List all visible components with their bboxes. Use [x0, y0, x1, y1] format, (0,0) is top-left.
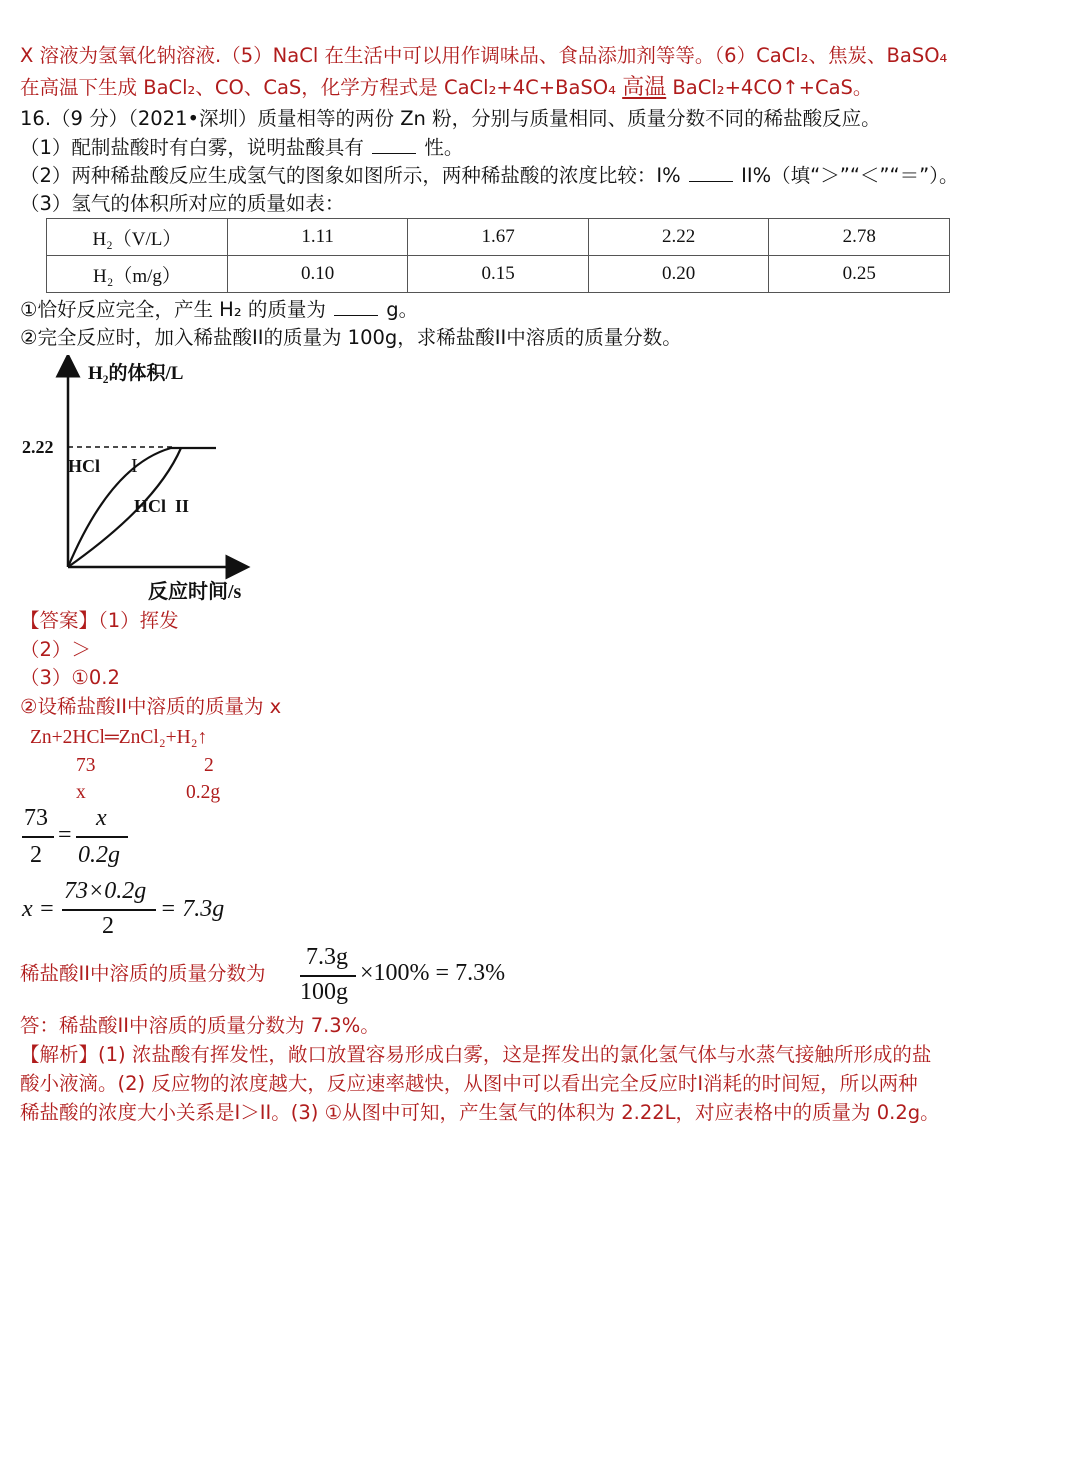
series-2-label: HCl II — [134, 496, 190, 516]
calc-rhs: = 7.3g — [160, 896, 225, 922]
analysis-line-2: 酸小液滴。(2) 反应物的浓度越大，反应速率越快，从图中可以看出完全反应时I消耗的时间短，所以两种 — [20, 1072, 918, 1095]
intro-line-2 — [20, 74, 1060, 102]
y-marker-label: 2.22 — [22, 437, 54, 457]
question-stem: 16.（9 分）（2021•深圳）质量相等的两份 Zn 粉，分别与质量相同、质量分数不同的稀盐酸反应。 — [20, 107, 881, 130]
final-answer: 答：稀盐酸II中溶质的质量分数为 7.3%。 — [20, 1014, 380, 1037]
var-x: x — [76, 782, 86, 803]
table-cell: 0.15 — [408, 256, 589, 293]
mass-fraction-rhs: ×100% = 7.3% — [360, 960, 506, 986]
table-row-label: H₂（V/L） — [47, 219, 228, 256]
chemical-equation: Zn+2HCl═ZnCl₂+H₂↑ — [30, 727, 208, 748]
sub-question-1-text: ①恰好反应完全，产生 H₂ 的质量为 — [20, 298, 326, 321]
ratio-equals: = — [58, 822, 72, 848]
answer-blank-1[interactable] — [372, 135, 416, 154]
analysis-line-1: 【解析】(1) 浓盐酸有挥发性，敞口放置容易形成白雾，这是挥发出的氯化氢气体与水蒸气接触所形成的盐 — [20, 1043, 932, 1066]
answer-blank-2[interactable] — [689, 163, 733, 182]
table-row — [47, 219, 950, 256]
table-cell: 2.78 — [769, 219, 950, 256]
calc-bar — [62, 909, 156, 911]
table-cell: 0.25 — [769, 256, 950, 293]
x-axis-label: 反应时间/s — [148, 581, 242, 603]
mass-fraction-den: 100g — [300, 979, 348, 1005]
ratio-den-right: 0.2g — [78, 842, 120, 868]
question-part-3: （3）氢气的体积所对应的质量如表： — [20, 192, 345, 215]
y-axis-label: H₂的体积/L — [88, 363, 184, 384]
intro-equation-left: 在高温下生成 BaCl₂、CO、CaS，化学方程式是 CaCl₂+4C+BaSO₄ — [20, 76, 616, 99]
calc-denominator: 2 — [102, 913, 114, 939]
question-part-1-text: （1）配制盐酸时有白雾，说明盐酸具有 — [20, 136, 364, 159]
series-1-label-right: I — [131, 455, 138, 477]
ratio-den-left: 2 — [30, 842, 42, 868]
mass-fraction-text: 稀盐酸II中溶质的质量分数为 — [20, 962, 266, 985]
answer-3: （3）①0.2 — [20, 666, 120, 689]
coef-h2: 2 — [204, 755, 214, 776]
ratio-num-left: 73 — [24, 805, 48, 831]
coef-hcl: 73 — [76, 755, 96, 776]
table-cell: 1.67 — [408, 219, 589, 256]
reaction-graph — [16, 355, 286, 610]
series-1-label-left: HCl — [68, 456, 101, 476]
question-part-2-text: （2）两种稀盐酸反应生成氢气的图象如图所示，两种稀盐酸的浓度比较：I% — [20, 164, 681, 187]
ratio-bar-left — [22, 836, 54, 838]
table-cell: 0.20 — [588, 256, 769, 293]
sub-question-1-suffix: g。 — [386, 298, 419, 321]
question-part-2-suffix: II%（填“＞”“＜”“＝”）。 — [741, 164, 959, 187]
question-part-2 — [20, 162, 1060, 190]
mass-fraction-bar — [300, 975, 356, 977]
question-part-1 — [20, 134, 1060, 162]
table-cell: 1.11 — [227, 219, 408, 256]
var-mass: 0.2g — [186, 782, 221, 803]
ratio-bar-right — [76, 836, 128, 838]
calc-numerator: 73×0.2g — [64, 878, 147, 904]
ratio-num-right: x — [96, 805, 107, 831]
calc-lhs: x = — [22, 896, 55, 922]
answer-2: （2）＞ — [20, 638, 91, 661]
table-cell: 2.22 — [588, 219, 769, 256]
volume-mass-table — [46, 218, 950, 293]
answer-4: ②设稀盐酸II中溶质的质量为 x — [20, 695, 282, 718]
reaction-condition: 高温 — [622, 75, 667, 100]
answer-blank-3[interactable] — [334, 297, 378, 316]
sub-question-1 — [20, 296, 1060, 324]
table-row-label: H₂（m/g） — [47, 256, 228, 293]
question-part-1-suffix: 性。 — [424, 136, 464, 159]
table-row — [47, 256, 950, 293]
answer-1: 【答案】（1）挥发 — [20, 609, 179, 632]
intro-line-1: X 溶液为氢氧化钠溶液.（5）NaCl 在生活中可以用作调味品、食品添加剂等等。（6）CaCl₂、焦炭、BaSO₄ — [20, 44, 948, 67]
analysis-line-3: 稀盐酸的浓度大小关系是I＞II。(3) ①从图中可知，产生氢气的体积为 2.22L，对应表格中的质量为 0.2g。 — [20, 1101, 940, 1124]
mass-fraction-num: 7.3g — [306, 944, 348, 970]
intro-equation-right: BaCl₂+4CO↑+CaS。 — [672, 76, 873, 99]
sub-question-2: ②完全反应时，加入稀盐酸II的质量为 100g，求稀盐酸II中溶质的质量分数。 — [20, 326, 682, 349]
table-cell: 0.10 — [227, 256, 408, 293]
